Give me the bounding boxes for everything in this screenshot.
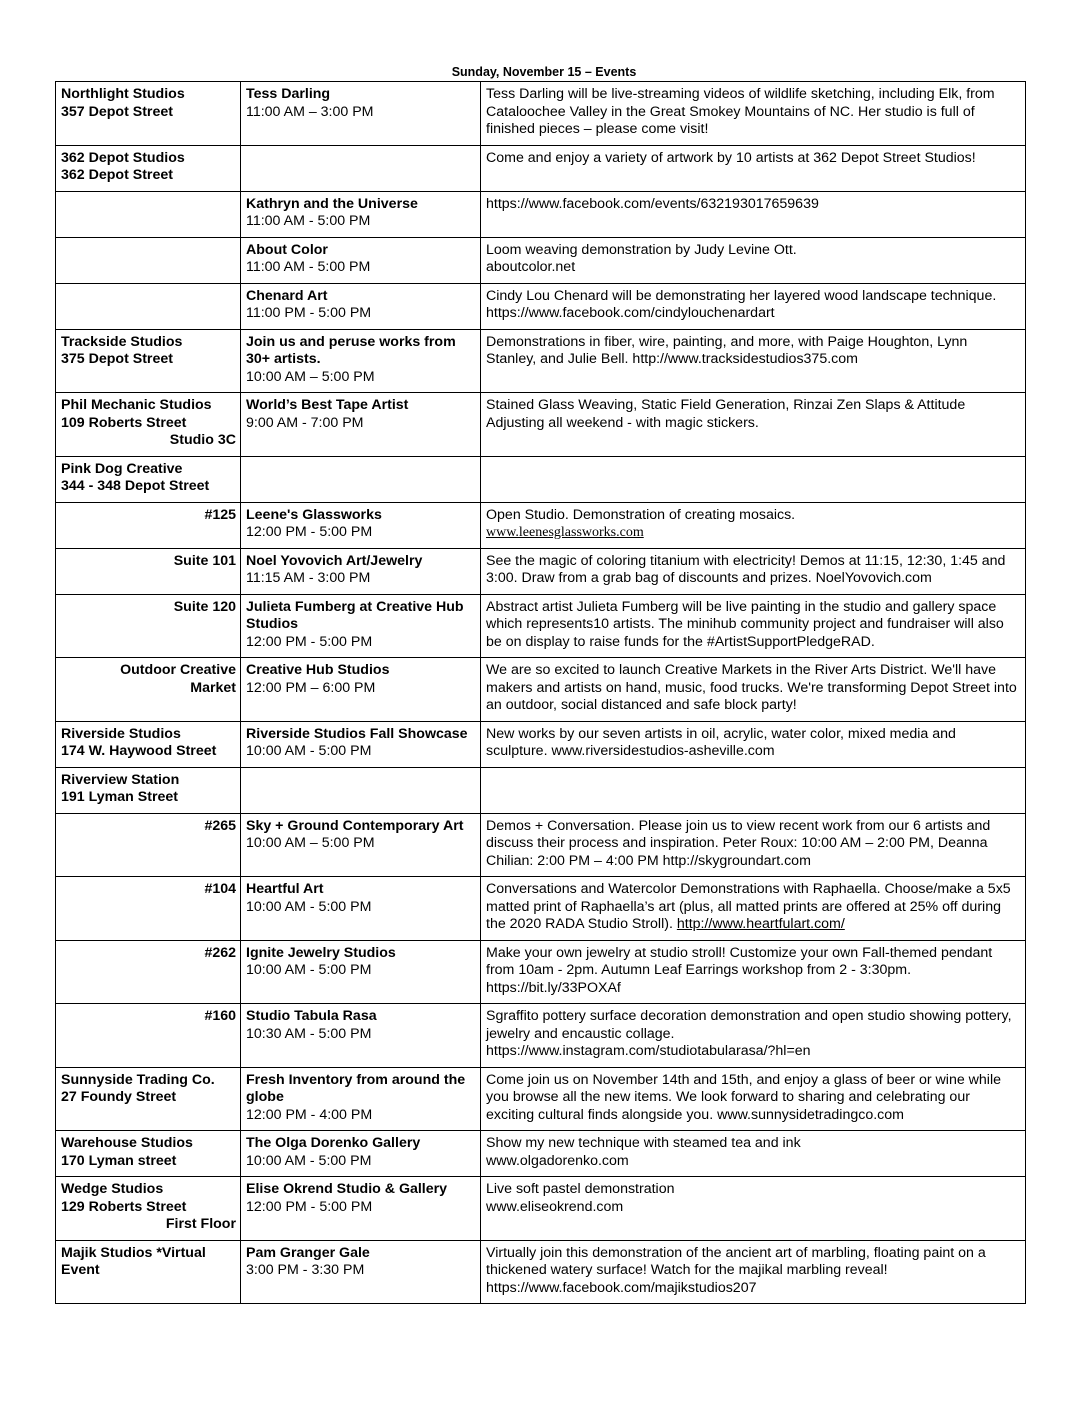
- location-line: 27 Foundy Street: [61, 1089, 177, 1105]
- description-text: Come and enjoy a variety of artwork by 10 artists at 362 Depot Street Studios!: [486, 149, 976, 166]
- event-name: About Color: [246, 241, 328, 258]
- event-name: Sky + Ground Contemporary Art: [246, 817, 464, 834]
- event-row: [56, 1240, 1026, 1304]
- description-text: Tess Darling will be live-streaming videos of wildlife sketching, including Elk, from Cataloochee Valley in the Great Smokey Mountains of NC. Her studio is full of finished pieces – please come visit!: [486, 86, 995, 137]
- event-row: [56, 329, 1026, 393]
- description-cell: [481, 145, 1026, 191]
- description-text: Make your own jewelry at studio stroll! Customize your own Fall-themed pendant from 10am - 2pm. Autumn Leaf Earrings workshop from 2 - 3:30pm. https://bit.ly/33POXAf: [486, 944, 993, 996]
- description-text: Open Studio. Demonstration of creating mosaics.: [486, 506, 796, 523]
- event-row: [56, 191, 1026, 237]
- location-cell: [56, 1004, 241, 1068]
- event-name: Pam Granger Gale: [246, 1244, 370, 1261]
- location-line: 362 Depot Studios: [61, 149, 185, 166]
- event-row: [56, 658, 1026, 722]
- location-cell: [56, 813, 241, 877]
- event-time: 12:00 PM – 6:00 PM: [246, 679, 376, 696]
- location-line: Majik Studios *Virtual Event: [61, 1244, 206, 1278]
- description-text: https://www.facebook.com/cindylouchenardart: [486, 305, 775, 321]
- event-row: [56, 877, 1026, 941]
- description-text: www.olgadorenko.com: [486, 1152, 629, 1169]
- event-name: Heartful Art: [246, 881, 324, 897]
- location-line: 375 Depot Street: [61, 351, 173, 367]
- event-time: 10:00 AM - 5:00 PM: [246, 898, 372, 915]
- website-link[interactable]: http://www.heartfulart.com/: [676, 916, 845, 932]
- event-time: 10:30 AM - 5:00 PM: [246, 1025, 372, 1042]
- event-name: Chenard Art: [246, 287, 328, 304]
- event-cell: [241, 283, 481, 329]
- description-text: Conversations and Watercolor Demonstrations with Raphaella. Choose/make a 5x5 matted print of Raphaella’s art (plus, all matted prints are offered at 25% off during the 2020 RADA Studio Stroll).: [486, 881, 1011, 932]
- event-cell: [241, 1131, 481, 1177]
- location-line: Market: [190, 679, 236, 696]
- event-time: 11:00 AM - 5:00 PM: [246, 213, 371, 229]
- event-cell: [241, 1004, 481, 1068]
- location-line: #104: [204, 881, 236, 897]
- event-row: [56, 502, 1026, 548]
- event-cell: [241, 145, 481, 191]
- event-row: [56, 1131, 1026, 1177]
- location-line: Wedge Studios: [61, 1181, 164, 1197]
- description-cell: [481, 721, 1026, 767]
- event-cell: [241, 82, 481, 146]
- event-row: [56, 1067, 1026, 1131]
- event-cell: [241, 237, 481, 283]
- event-name: Leene's Glassworks: [246, 506, 382, 523]
- description-cell: [481, 658, 1026, 722]
- event-cell: [241, 721, 481, 767]
- description-text: New works by our seven artists in oil, acrylic, water color, mixed media and sculpture. www.riversidestudios-asheville.com: [486, 725, 956, 759]
- event-name: Join us and peruse works from 30+ artists.: [246, 333, 456, 367]
- location-suite: First Floor: [165, 1216, 236, 1232]
- description-cell: [481, 1067, 1026, 1131]
- event-name: Elise Okrend Studio & Gallery: [246, 1181, 448, 1197]
- description-text: Cindy Lou Chenard will be demonstrating her layered wood landscape technique.: [486, 287, 997, 304]
- event-row: [56, 237, 1026, 283]
- location-cell: [56, 456, 241, 502]
- location-line: 170 Lyman street: [61, 1152, 177, 1169]
- location-cell: [56, 283, 241, 329]
- event-time: 12:00 PM - 4:00 PM: [246, 1106, 373, 1123]
- event-cell: [241, 1240, 481, 1304]
- description-text: Abstract artist Julieta Fumberg will be live painting in the studio and gallery space which represents10 artists. The minihub community project and fundraiser will also be on display to raise funds for the #ArtistSupportPledgeRAD.: [486, 598, 1004, 650]
- location-cell: [56, 658, 241, 722]
- event-cell: [241, 456, 481, 502]
- location-cell: [56, 767, 241, 813]
- event-name: Tess Darling: [246, 86, 331, 102]
- event-row: [56, 145, 1026, 191]
- location-line: Warehouse Studios: [61, 1135, 193, 1151]
- event-time: 9:00 AM - 7:00 PM: [246, 414, 364, 431]
- description-text: Demonstrations in fiber, wire, painting, and more, with Paige Houghton, Lynn Stanley, and Julie Bell. http://www.tracksidestudios375.com: [486, 333, 968, 367]
- location-cell: [56, 393, 241, 457]
- event-name: Noel Yovovich Art/Jewelry: [246, 552, 423, 569]
- location-line: #160: [204, 1008, 236, 1024]
- location-line: Trackside Studios: [61, 333, 183, 350]
- page-title: Sunday, November 15 – Events: [451, 65, 637, 79]
- location-cell: [56, 237, 241, 283]
- description-cell: [481, 548, 1026, 594]
- event-time: 12:00 PM - 5:00 PM: [246, 524, 373, 540]
- location-cell: [56, 1131, 241, 1177]
- description-text: https://www.instagram.com/studiotabularasa/?hl=en: [486, 1043, 811, 1059]
- location-cell: [56, 1240, 241, 1304]
- event-row: [56, 813, 1026, 877]
- location-line: Riverside Studios: [61, 725, 181, 742]
- event-time: 12:00 PM - 5:00 PM: [246, 633, 373, 650]
- event-time: 10:00 AM - 5:00 PM: [246, 1152, 372, 1169]
- description-cell: [481, 940, 1026, 1004]
- event-time: 10:00 AM - 5:00 PM: [246, 743, 372, 759]
- event-time: 10:00 AM - 5:00 PM: [246, 962, 372, 978]
- location-line: #265: [204, 817, 236, 834]
- description-cell: [481, 767, 1026, 813]
- description-cell: [481, 1240, 1026, 1304]
- description-cell: [481, 813, 1026, 877]
- location-cell: [56, 191, 241, 237]
- description-text: Virtually join this demonstration of the ancient art of marbling, floating paint on a thickened watery surface! Watch for the majikal marbling reveal!: [486, 1244, 986, 1278]
- description-cell: [481, 191, 1026, 237]
- location-line: Riverview Station: [61, 771, 180, 788]
- event-row: [56, 940, 1026, 1004]
- event-cell: [241, 658, 481, 722]
- description-cell: [481, 393, 1026, 457]
- location-line: Outdoor Creative: [120, 662, 236, 678]
- description-text: aboutcolor.net: [486, 259, 576, 275]
- event-name: Fresh Inventory from around the globe: [246, 1071, 466, 1105]
- location-line: 344 - 348 Depot Street: [61, 478, 210, 494]
- description-text: Live soft pastel demonstration: [486, 1181, 675, 1197]
- description-text: Stained Glass Weaving, Static Field Generation, Rinzai Zen Slaps & Attitude Adjusting all weekend - with magic stickers.: [486, 397, 966, 431]
- event-cell: [241, 813, 481, 877]
- event-cell: [241, 393, 481, 457]
- location-line: 129 Roberts Street: [61, 1198, 187, 1215]
- event-cell: [241, 502, 481, 548]
- event-row: [56, 548, 1026, 594]
- description-text: Show my new technique with steamed tea and ink: [486, 1135, 801, 1151]
- description-cell: [481, 877, 1026, 941]
- description-cell: [481, 237, 1026, 283]
- location-line: 191 Lyman Street: [61, 789, 178, 805]
- description-text: Demos + Conversation. Please join us to view recent work from our 6 artists and discuss their process and inspiration. Peter Roux: 10:00 AM – 2:00 PM, Deanna Chilian: 2:00 PM – 4:00 PM http://skygroundart.com: [486, 817, 991, 869]
- location-cell: [56, 548, 241, 594]
- event-cell: [241, 329, 481, 393]
- event-row: [56, 456, 1026, 502]
- event-time: 11:00 AM – 3:00 PM: [246, 103, 374, 120]
- description-cell: [481, 502, 1026, 548]
- location-line: 174 W. Haywood Street: [61, 743, 217, 759]
- event-cell: [241, 940, 481, 1004]
- event-row: [56, 82, 1026, 146]
- location-cell: [56, 940, 241, 1004]
- location-line: 362 Depot Street: [61, 167, 173, 183]
- location-line: Phil Mechanic Studios: [61, 397, 212, 413]
- location-cell: [56, 721, 241, 767]
- event-name: Riverside Studios Fall Showcase: [246, 725, 468, 742]
- event-time: 10:00 AM – 5:00 PM: [246, 368, 375, 385]
- event-cell: [241, 1067, 481, 1131]
- description-text: We are so excited to launch Creative Markets in the River Arts District. We'll have makers and artists on hand, music, food trucks. We're transforming Depot Street into an outdoor, social distanced and safe block party!: [486, 662, 1017, 713]
- event-name: Ignite Jewelry Studios: [246, 944, 396, 961]
- location-line: Suite 101: [173, 552, 236, 569]
- website-link[interactable]: www.leenesglassworks.com: [486, 525, 644, 540]
- event-time: 10:00 AM – 5:00 PM: [246, 835, 375, 851]
- location-cell: [56, 145, 241, 191]
- location-cell: [56, 877, 241, 941]
- description-text: See the magic of coloring titanium with electricity! Demos at 11:15, 12:30, 1:45 and 3:00. Draw from a grab bag of discounts and prizes. NoelYovovich.com: [486, 552, 1006, 586]
- event-time: 11:00 AM - 5:00 PM: [246, 259, 371, 275]
- location-cell: [56, 82, 241, 146]
- description-cell: [481, 1131, 1026, 1177]
- description-cell: [481, 1177, 1026, 1241]
- event-row: [56, 721, 1026, 767]
- location-cell: [56, 502, 241, 548]
- event-row: [56, 393, 1026, 457]
- description-cell: [481, 1004, 1026, 1068]
- description-text: https://www.facebook.com/events/632193017659639: [486, 195, 819, 212]
- event-name: Julieta Fumberg at Creative Hub Studios: [246, 598, 464, 632]
- events-table: [55, 81, 1026, 1304]
- description-cell: [481, 82, 1026, 146]
- description-cell: [481, 456, 1026, 502]
- event-row: [56, 1177, 1026, 1241]
- location-cell: [56, 1177, 241, 1241]
- event-cell: [241, 594, 481, 658]
- location-line: Sunnyside Trading Co.: [61, 1071, 215, 1088]
- location-line: Northlight Studios: [61, 86, 185, 102]
- event-cell: [241, 191, 481, 237]
- event-time: 11:15 AM - 3:00 PM: [246, 570, 371, 586]
- description-text: Sgraffito pottery surface decoration demonstration and open studio showing pottery, jewelry and encaustic collage.: [486, 1008, 1012, 1042]
- location-cell: [56, 329, 241, 393]
- location-line: #262: [204, 944, 236, 961]
- location-line: 109 Roberts Street: [61, 414, 187, 431]
- event-row: [56, 283, 1026, 329]
- location-suite: Studio 3C: [169, 432, 236, 448]
- event-time: 3:00 PM - 3:30 PM: [246, 1262, 365, 1278]
- description-cell: [481, 283, 1026, 329]
- description-cell: [481, 594, 1026, 658]
- location-cell: [56, 1067, 241, 1131]
- event-cell: [241, 1177, 481, 1241]
- location-line: Suite 120: [173, 598, 236, 615]
- event-cell: [241, 877, 481, 941]
- event-cell: [241, 767, 481, 813]
- event-name: Creative Hub Studios: [246, 662, 390, 678]
- description-text: www.eliseokrend.com: [486, 1198, 624, 1215]
- event-row: [56, 594, 1026, 658]
- event-name: World’s Best Tape Artist: [246, 397, 409, 413]
- event-row: [56, 767, 1026, 813]
- description-text: Loom weaving demonstration by Judy Levine Ott.: [486, 241, 797, 258]
- event-name: The Olga Dorenko Gallery: [246, 1135, 421, 1151]
- description-text: https://www.facebook.com/majikstudios207: [486, 1279, 757, 1296]
- event-name: Kathryn and the Universe: [246, 195, 418, 212]
- event-row: [56, 1004, 1026, 1068]
- event-time: 12:00 PM - 5:00 PM: [246, 1198, 373, 1215]
- location-line: Pink Dog Creative: [61, 460, 183, 477]
- location-cell: [56, 594, 241, 658]
- event-time: 11:00 PM - 5:00 PM: [246, 305, 372, 321]
- event-name: Studio Tabula Rasa: [246, 1008, 377, 1024]
- location-line: #125: [204, 506, 236, 523]
- description-cell: [481, 329, 1026, 393]
- description-text: Come join us on November 14th and 15th, and enjoy a glass of beer or wine while you browse all the new items. We look forward to sharing and celebrating our exciting cultural finds alongside you. www.sunnysidetradingco.com: [486, 1071, 1001, 1123]
- location-line: 357 Depot Street: [61, 103, 173, 120]
- event-cell: [241, 548, 481, 594]
